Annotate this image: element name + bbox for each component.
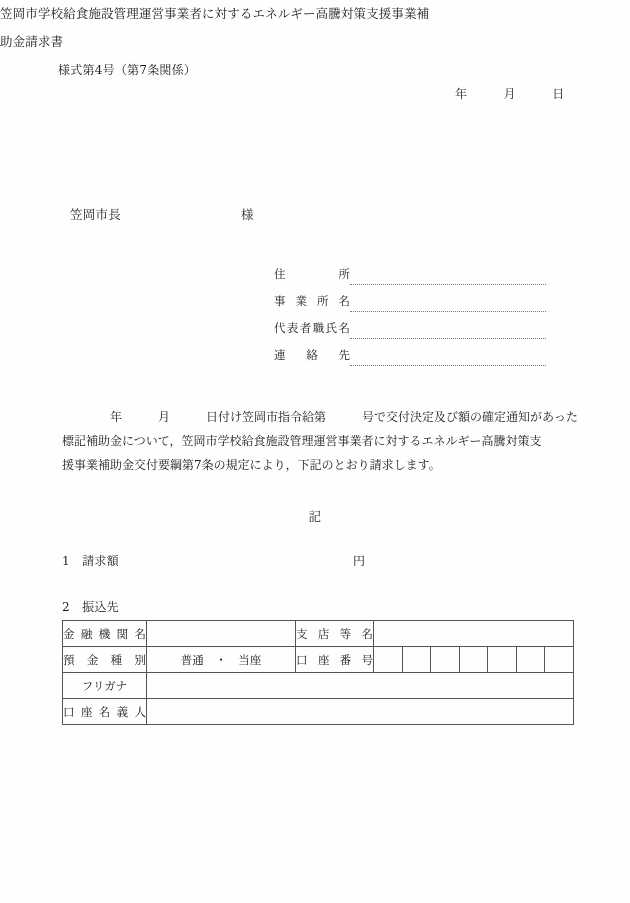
applicant-field-contact-input[interactable] [350,346,546,366]
furigana-input[interactable] [147,673,574,699]
applicant-field-address-input[interactable] [350,265,546,285]
addressee-name: 笠岡市長 [70,207,122,222]
account-number-label: 口座番号 [296,647,374,673]
applicant-field-office-name [274,285,546,312]
table-row [63,673,574,699]
account-number-digit-3[interactable] [431,647,460,673]
account-number-digit-7[interactable] [545,647,574,673]
applicant-field-address [274,258,546,285]
ki-marker: 記 [308,509,322,524]
applicant-field-office-name-input[interactable] [350,292,546,312]
body-line-2: 標記補助金について，笠岡市学校給食施設管理運営事業者に対するエネルギー高騰対策支 [62,434,542,448]
account-holder-input[interactable] [147,699,574,725]
bank-name-input[interactable] [147,621,296,647]
addressee-honorific: 様 [241,207,254,222]
body-line-1: 年 月 日付け笠岡市指令給第 号で交付決定及び額の確定通知があった [62,410,578,424]
applicant-field-contact-label: 連絡先 [274,348,350,362]
branch-name-label: 支店等名 [296,621,374,647]
applicant-field-contact [274,339,546,366]
applicant-field-representative-label: 代表者職氏名 [274,321,350,335]
applicant-field-representative [274,312,546,339]
bank-name-label: 金融機関名 [63,621,147,647]
table-row [63,647,574,673]
claim-amount-label: 1 請求額 [62,554,119,568]
claim-amount-unit: 円 [353,554,366,568]
form-number: 様式第4号（第7条関係） [58,63,197,77]
account-number-digit-2[interactable] [402,647,431,673]
applicant-field-representative-input[interactable] [350,319,546,339]
branch-name-input[interactable] [374,621,574,647]
table-row [63,621,574,647]
deposit-type-options[interactable]: 普通 ・ 当座 [147,647,296,673]
applicant-field-office-name-label: 事業所名 [274,294,350,308]
body-line-3: 援事業補助金交付要綱第7条の規定により，下記のとおり請求します。 [62,458,441,472]
furigana-label: フリガナ [63,673,147,699]
account-number-digit-4[interactable] [459,647,488,673]
applicant-field-address-label: 住所 [274,267,350,281]
applicant-info-block [274,258,546,366]
deposit-type-label: 預金種別 [63,647,147,673]
table-row [63,699,574,725]
account-holder-label: 口座名義人 [63,699,147,725]
body-paragraph [62,405,578,477]
transfer-destination-label: 2 振込先 [62,600,119,614]
account-number-digit-1[interactable] [374,647,403,673]
account-number-digit-5[interactable] [488,647,517,673]
account-number-digit-6[interactable] [516,647,545,673]
bank-account-table [62,620,574,725]
page-title: 笠岡市学校給食施設管理運営事業者に対するエネルギー高騰対策支援事業補助金請求書 [0,6,430,49]
date-line: 年 月 日 [455,87,569,101]
